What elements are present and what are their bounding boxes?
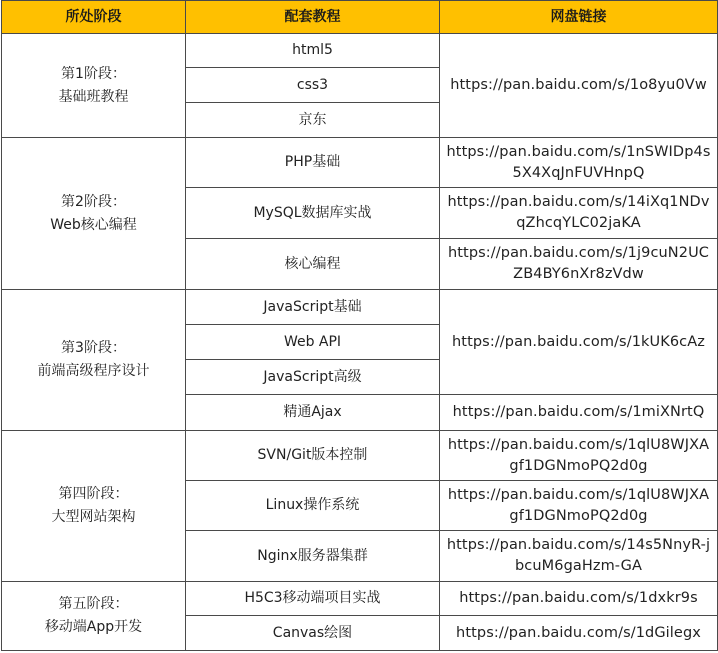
stage-subtitle: Web核心编程: [50, 216, 137, 233]
course-cell: Canvas绘图: [186, 616, 440, 651]
table-row: [2, 290, 718, 325]
course-cell: Linux操作系统: [186, 481, 440, 531]
stage-title: 第2阶段：: [61, 193, 126, 210]
stage-title: 第3阶段：: [61, 340, 126, 356]
course-cell: 核心编程: [186, 239, 440, 290]
header-stage: 所处阶段: [2, 1, 186, 34]
stage-subtitle: 基础班教程: [58, 88, 129, 105]
course-table: [1, 0, 718, 651]
header-link: 网盘链接: [440, 1, 718, 34]
pan-link[interactable]: https://pan.baidu.com/s/1qlU8WJXAgf1DGNmoPQ2d0g: [440, 481, 718, 531]
course-cell: PHP基础: [186, 138, 440, 188]
table-row: [2, 138, 718, 188]
course-cell: Web API: [186, 325, 440, 360]
pan-link[interactable]: https://pan.baidu.com/s/1qlU8WJXAgf1DGNmoPQ2d0g: [440, 431, 718, 481]
pan-link[interactable]: https://pan.baidu.com/s/1dGilegx: [440, 616, 718, 651]
table-row: [2, 34, 718, 68]
course-cell: MySQL数据库实战: [186, 188, 440, 239]
course-cell: JavaScript基础: [186, 290, 440, 325]
stage-cell: [2, 431, 186, 582]
header-tutorial: 配套教程: [186, 1, 440, 34]
stage-subtitle: 前端高级程序设计: [37, 363, 150, 379]
stage-cell: [2, 582, 186, 651]
pan-link[interactable]: https://pan.baidu.com/s/1miXNrtQ: [440, 395, 718, 431]
stage-subtitle: 大型网站架构: [51, 509, 136, 525]
pan-link[interactable]: https://pan.baidu.com/s/1j9cuN2UCZB4BY6nXr8zVdw: [440, 239, 718, 290]
stage-title: 第1阶段：: [61, 65, 126, 82]
course-cell: 京东: [186, 103, 440, 138]
course-cell: css3: [186, 68, 440, 103]
pan-link[interactable]: https://pan.baidu.com/s/1dxkr9s: [440, 582, 718, 616]
stage-cell: [2, 34, 186, 138]
stage-cell: [2, 138, 186, 290]
course-cell: JavaScript高级: [186, 360, 440, 395]
pan-link[interactable]: https://pan.baidu.com/s/1nSWIDp4s5X4XqJnFUVHnpQ: [440, 138, 718, 188]
stage-subtitle: 移动端App开发: [44, 619, 143, 635]
pan-link[interactable]: https://pan.baidu.com/s/1o8yu0Vw: [440, 34, 718, 138]
pan-link[interactable]: https://pan.baidu.com/s/1kUK6cAz: [440, 290, 718, 395]
course-cell: Nginx服务器集群: [186, 531, 440, 582]
course-cell: H5C3移动端项目实战: [186, 582, 440, 616]
stage-title: 第五阶段：: [58, 596, 129, 612]
table-row: [2, 431, 718, 481]
stage-title: 第四阶段：: [58, 486, 129, 502]
course-cell: 精通Ajax: [186, 395, 440, 431]
stage-cell: [2, 290, 186, 431]
table-row: [2, 582, 718, 616]
pan-link[interactable]: https://pan.baidu.com/s/14s5NnyR-jbcuM6gaHzm-GA: [440, 531, 718, 582]
course-cell: SVN/Git版本控制: [186, 431, 440, 481]
course-cell: html5: [186, 34, 440, 68]
header-row: [2, 1, 718, 34]
pan-link[interactable]: https://pan.baidu.com/s/14iXq1NDvqZhcqYLC02jaKA: [440, 188, 718, 239]
